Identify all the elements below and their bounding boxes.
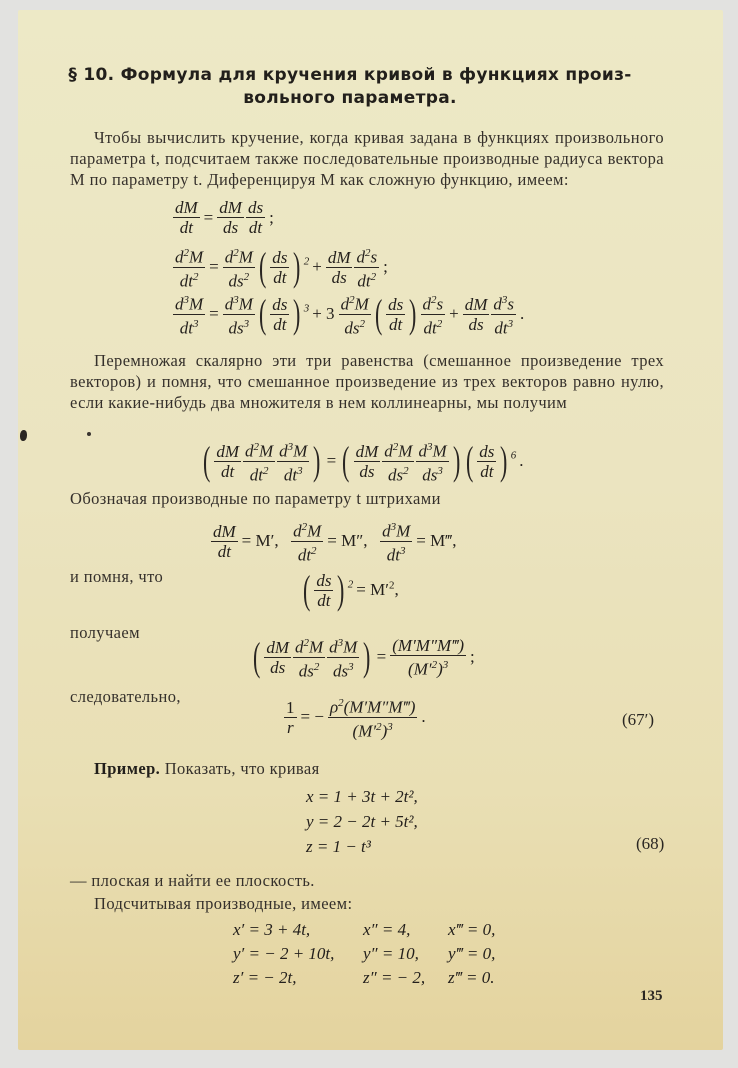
equation-curve-system bbox=[306, 784, 418, 859]
x-triple-prime: x‴ = 0, bbox=[448, 920, 496, 939]
derivatives-table bbox=[233, 918, 495, 990]
x-prime: x′ = 3 + 4t, bbox=[233, 920, 311, 939]
ink-mark bbox=[20, 430, 27, 441]
equation-second-derivative: $\frac{d^2M}{dt^2}$ = $\frac{d^2M}{ds^2}$ ( $\frac{ds}{dt}$ ) $^2$ + $\frac{dM}{ds}$ $\frac{d^2s}{dt^2}$ ; bbox=[175, 244, 388, 291]
curve-y: y = 2 − 2t + 5t², bbox=[306, 812, 418, 831]
derivatives-row-y bbox=[233, 942, 495, 966]
equation-first-derivative: $\frac{dM}{dt}$ = $\frac{dM}{ds}$ $\frac{ds}{dt}$ ; bbox=[175, 198, 274, 237]
y-triple-prime: y‴ = 0, bbox=[448, 944, 496, 963]
y-prime: y′ = − 2 + 10t, bbox=[233, 944, 335, 963]
curve-x: x = 1 + 3t + 2t², bbox=[306, 787, 418, 806]
z-triple-prime: z‴ = 0. bbox=[448, 968, 495, 987]
paragraph-intro: Чтобы вычислить кручение, когда кривая задана в функциях произвольного параметра t, подсчитаем также последовательные производные радиуса вектора M по параметру t. Диференцируя M как сложную функцию, имеем: bbox=[70, 128, 664, 189]
y-double-prime: y″ = 10, bbox=[363, 944, 419, 963]
derivatives-row-x bbox=[233, 918, 495, 942]
x-double-prime: x″ = 4, bbox=[363, 920, 411, 939]
example-text: Показать, что кривая bbox=[164, 759, 320, 778]
paragraph-obtain: получаем bbox=[70, 623, 140, 642]
paragraph-therefore: следовательно, bbox=[70, 687, 181, 706]
equation-torsion: $\frac{1}{r}$ = − $\frac{\rho^2(M'M''M‴)}{(M'^2)^3}$ . bbox=[283, 694, 429, 740]
equation-ds-dt-squared: ( $\frac{ds}{dt}$ ) $^2 = M'^2$, bbox=[302, 567, 399, 612]
example-heading bbox=[94, 758, 320, 779]
equation-number-68: (68) bbox=[636, 834, 665, 853]
equation-mixed-product: ( $\frac{dM}{dt}$ $\frac{d^2M}{dt^2}$ $\frac{d^3M}{dt^3}$ ) = ( $\frac{dM}{ds}$ $\frac{d^2M}{ds^2}$ $\frac{d^3M}{ds^3}$ ) ( $\frac{ds}{dt}$ ) $^6$ . bbox=[202, 438, 524, 485]
section-title bbox=[60, 64, 640, 110]
example-label: Пример. bbox=[94, 759, 161, 778]
section-title-line2: вольного параметра. bbox=[243, 88, 457, 108]
ink-dot bbox=[87, 432, 91, 436]
paragraph-primes: Обозначая производные по параметру t штрихами bbox=[70, 489, 441, 508]
z-prime: z′ = − 2t, bbox=[233, 968, 297, 987]
paragraph-computing: Подсчитывая производные, имеем: bbox=[94, 894, 353, 913]
curve-z: z = 1 − t³ bbox=[306, 837, 371, 856]
section-title-line1: § 10. Формула для кручения кривой в функциях произ- bbox=[68, 65, 632, 85]
paragraph-planar: — плоская и найти ее плоскость. bbox=[70, 871, 315, 890]
equation-number-67: (67′) bbox=[622, 710, 655, 729]
paragraph-scalar-product: Перемножая скалярно эти три равенства (смешанное произведение трех векторов) и помня, что смешанное произведение из трех векторов равно нулю, если какие-нибудь два множителя в нем коллинеарны, мы получим bbox=[70, 351, 664, 412]
equation-third-derivative: $\frac{d^3M}{dt^3}$ = $\frac{d^3M}{ds^3}$ ( $\frac{ds}{dt}$ ) $^3$ + 3 $\frac{d^2M}{ds^2}$ ( $\frac{ds}{dt}$ ) $\frac{d^2s}{dt^2}$ + $\frac{dM}{ds}$ $\frac{d^3s}{dt^3}$ . bbox=[175, 291, 525, 338]
paragraph-remembering: и помня, что bbox=[70, 567, 164, 586]
derivatives-row-z bbox=[233, 966, 495, 990]
equation-prime-notation: $\frac{dM}{dt}$ = M′, $\frac{d^2M}{dt^2}$ = M″, $\frac{d^3M}{dt^3}$ = M‴, bbox=[210, 518, 460, 564]
page-number: 135 bbox=[640, 988, 663, 1004]
z-double-prime: z″ = − 2, bbox=[363, 968, 426, 987]
equation-mixed-product-primes: ( $\frac{dM}{ds}$ $\frac{d^2M}{ds^2}$ $\frac{d^3M}{ds^3}$ ) = $\frac{(M'M''M‴)}{(M'^2)^3}$ ; bbox=[252, 634, 475, 681]
